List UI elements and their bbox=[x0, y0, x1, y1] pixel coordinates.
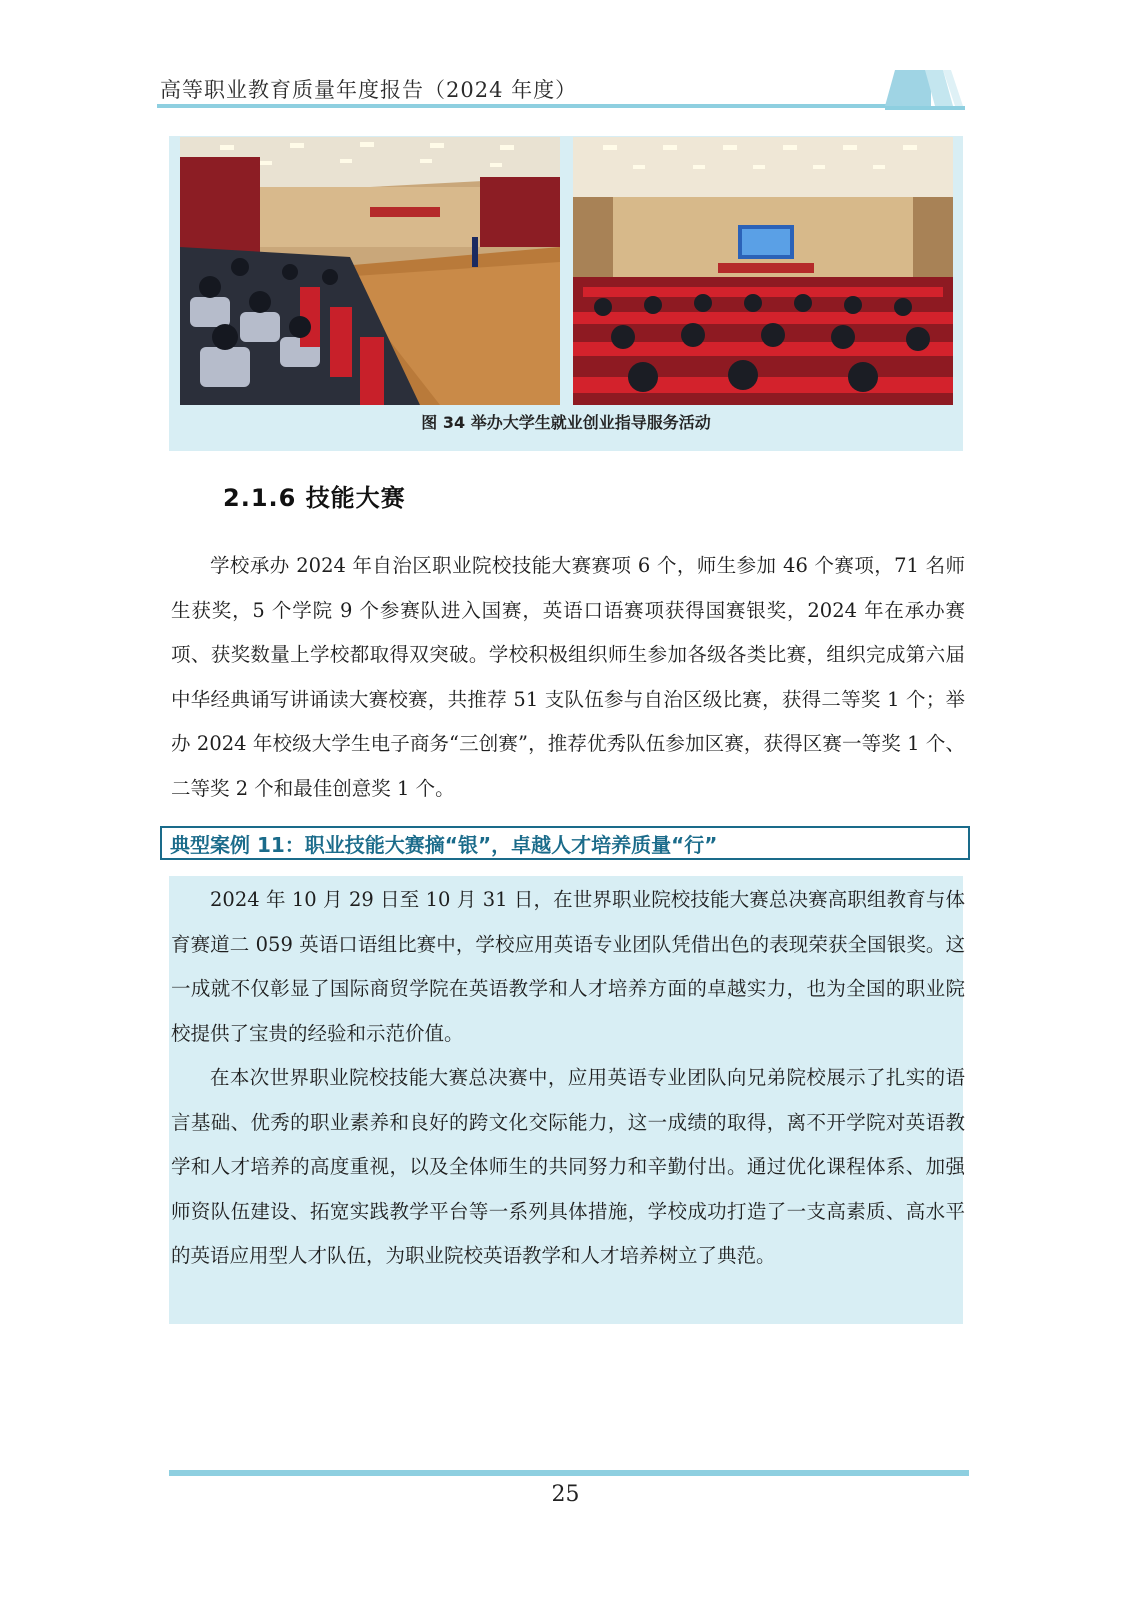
case-study-title: 典型案例 11：职业技能大赛摘“银”，卓越人才培养质量“行” bbox=[170, 833, 718, 857]
figure-caption: 图 34 举办大学生就业创业指导服务活动 bbox=[421, 413, 711, 432]
report-header-title: 高等职业教育质量年度报告（2024 年度） bbox=[160, 78, 578, 102]
lecture-hall-photo-right bbox=[573, 137, 953, 405]
header-decoration-icon bbox=[885, 70, 965, 112]
lecture-hall-photo-left bbox=[180, 137, 560, 405]
header-rule bbox=[157, 104, 897, 108]
page-number: 25 bbox=[551, 1482, 580, 1507]
case-study-paragraph: 在本次世界职业院校技能大赛总决赛中，应用英语专业团队向兄弟院校展示了扎实的语言基础、优秀的职业素养和良好的跨文化交际能力，这一成绩的取得，离不开学院对英语教学和人才培养的高度重视，以及全体师生的共同努力和辛勤付出。通过优化课程体系、加强师资队伍建设、拓宽实践教学平台等一系列具体措施，学校成功打造了一支高素质、高水平的英语应用型人才队伍，为职业院校英语教学和人才培养树立了典范。 bbox=[171, 1066, 965, 1267]
case-study-paragraph: 2024 年 10 月 29 日至 10 月 31 日，在世界职业院校技能大赛总决赛高职组教育与体育赛道二 059 英语口语组比赛中，学校应用英语专业团队凭借出色的表现荣获全国银奖。这一成就不仅彰显了国际商贸学院在英语教学和人才培养方面的卓越实力，也为全国的职业院校提供了宝贵的经验和示范价值。 bbox=[171, 888, 965, 1045]
section-paragraph: 学校承办 2024 年自治区职业院校技能大赛赛项 6 个，师生参加 46 个赛项，71 名师生获奖，5 个学院 9 个参赛队进入国赛，英语口语赛项获得国赛银奖，2024 年在承办赛项、获奖数量上学校都取得双突破。学校积极组织师生参加各级各类比赛，组织完成第六届中华经典诵写讲诵读大赛校赛，共推荐 51 支队伍参与自治区级比赛，获得二等奖 1 个；举办 2024 年校级大学生电子商务“三创赛”，推荐优秀队伍参加区赛，获得区赛一等奖 1 个、二等奖 2 个和最佳创意奖 1 个。 bbox=[171, 554, 965, 800]
footer-rule bbox=[169, 1470, 969, 1476]
section-heading: 2.1.6 技能大赛 bbox=[223, 484, 406, 512]
